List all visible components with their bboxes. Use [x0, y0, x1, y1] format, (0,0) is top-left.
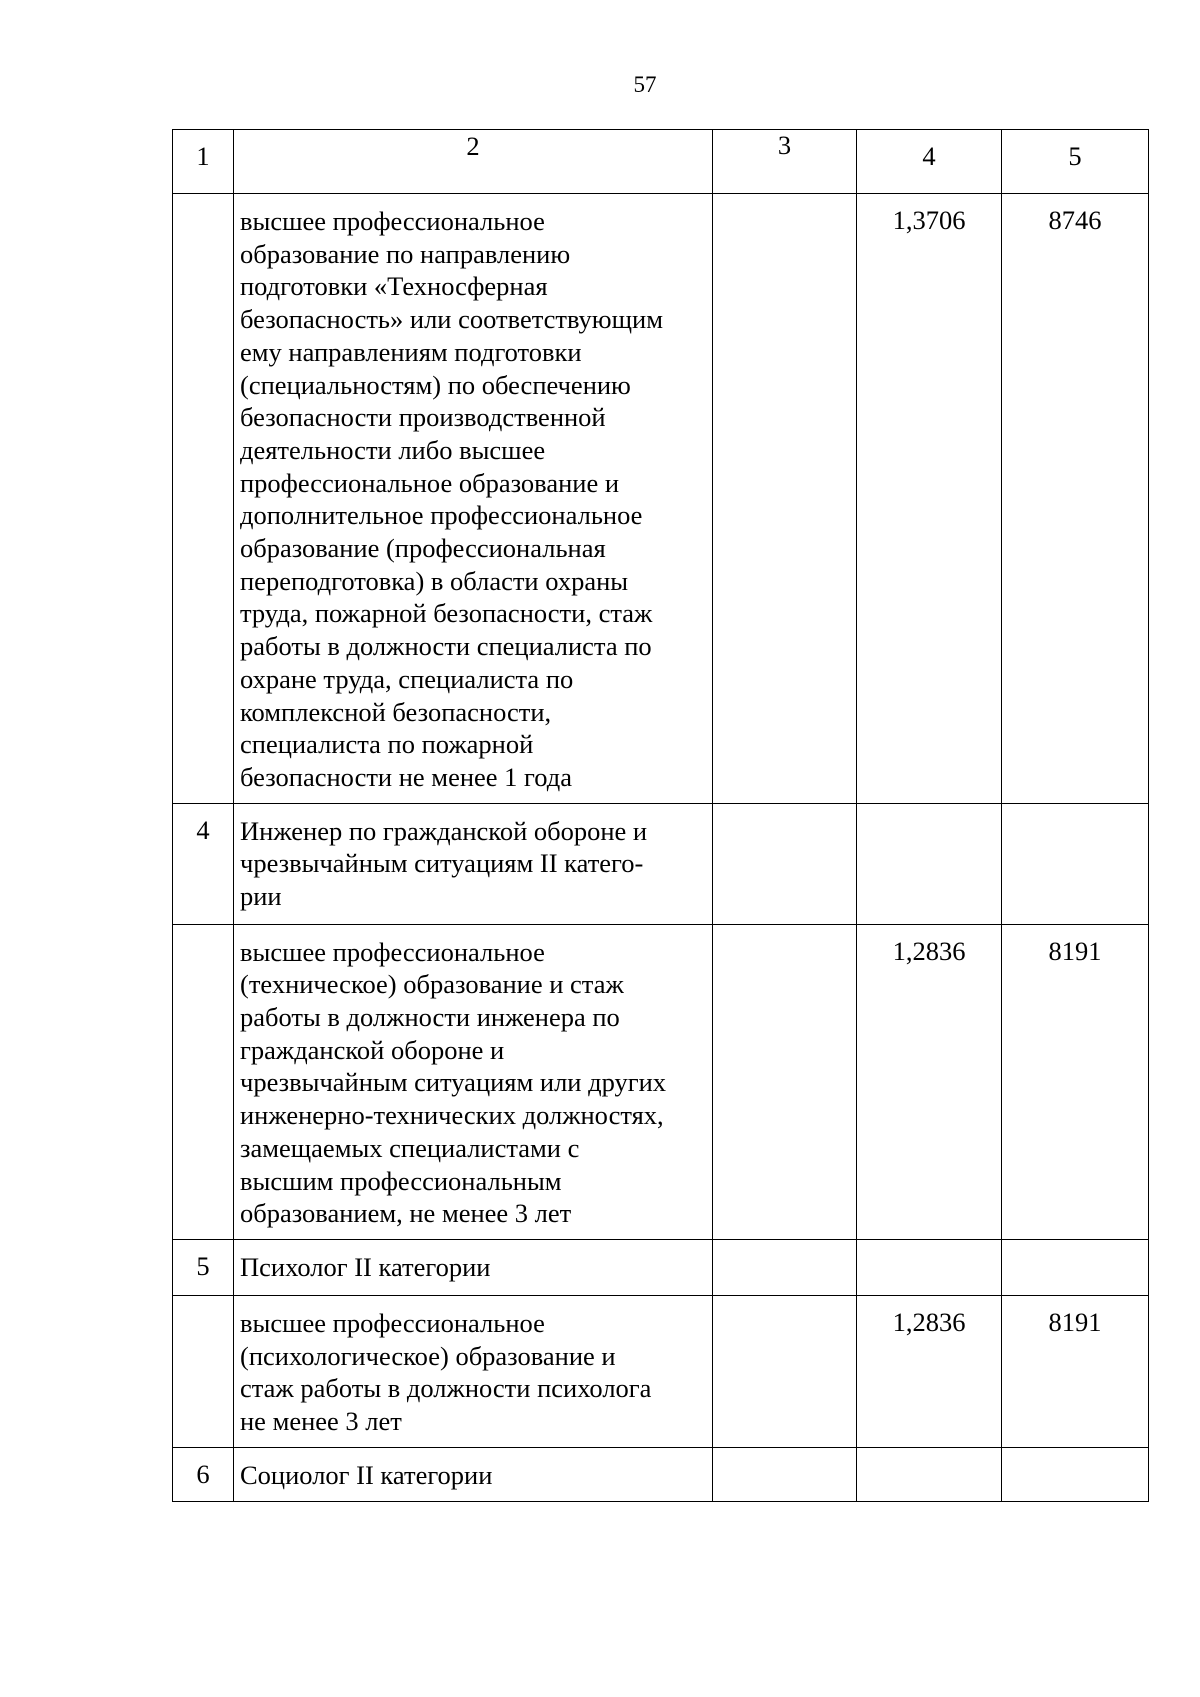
col3-cell	[713, 1447, 857, 1501]
table-row	[173, 803, 1149, 924]
col3-cell	[713, 1239, 857, 1295]
coefficient-cell: 1,3706	[857, 194, 1002, 804]
table-row	[173, 1447, 1149, 1501]
coefficient-cell: 1,2836	[857, 924, 1002, 1239]
row-number	[173, 194, 234, 804]
row-number: 4	[173, 803, 234, 924]
table-row	[173, 194, 1149, 804]
table-row	[173, 1295, 1149, 1447]
requirement-text: высшее профессиональное образование по направлению подготовки «Техносферная безопасность» или соответствующим ему направлениям подготовки (специальностям) по обеспечению безопасности производственной деятельности либо высшее профессиональное образование и дополнительное профессиональное образование (профессиональная переподготовка) в области охраны труда, пожарной безопасности, стаж работы в должности специалиста по охране труда, специалиста по комплексной безопасности, специалиста по пожарной безопасности не менее 1 года	[234, 194, 713, 804]
row-number	[173, 1295, 234, 1447]
salary-cell	[1002, 1239, 1149, 1295]
page-number: 57	[633, 72, 657, 97]
table-row	[173, 1239, 1149, 1295]
position-title: Психолог II категории	[234, 1239, 713, 1295]
col3-cell	[713, 1295, 857, 1447]
row-number	[173, 924, 234, 1239]
requirement-text: высшее профессиональное (психологическое) образование и стаж работы в должности психолога не менее 3 лет	[234, 1295, 713, 1447]
position-title: Инженер по гражданской обороне и чрезвычайным ситуациям II катего- рии	[234, 803, 713, 924]
salary-cell	[1002, 1447, 1149, 1501]
qualification-table	[172, 129, 1149, 1502]
coefficient-cell	[857, 803, 1002, 924]
salary-cell	[1002, 803, 1149, 924]
column-header-3: 3	[713, 130, 857, 194]
row-number: 5	[173, 1239, 234, 1295]
column-header-4: 4	[857, 130, 1002, 194]
row-number: 6	[173, 1447, 234, 1501]
salary-cell: 8191	[1002, 1295, 1149, 1447]
column-header-2: 2	[234, 130, 713, 194]
column-header-5: 5	[1002, 130, 1149, 194]
position-title: Социолог II категории	[234, 1447, 713, 1501]
col3-cell	[713, 194, 857, 804]
table-row	[173, 924, 1149, 1239]
salary-cell: 8746	[1002, 194, 1149, 804]
requirement-text: высшее профессиональное (техническое) образование и стаж работы в должности инженера по гражданской обороне и чрезвычайным ситуациям или других инженерно-технических должностях, замещаемых специалистами с высшим профессиональным образованием, не менее 3 лет	[234, 924, 713, 1239]
coefficient-cell: 1,2836	[857, 1295, 1002, 1447]
column-header-1: 1	[173, 130, 234, 194]
col3-cell	[713, 924, 857, 1239]
salary-cell: 8191	[1002, 924, 1149, 1239]
coefficient-cell	[857, 1447, 1002, 1501]
table-header-row	[173, 130, 1149, 194]
col3-cell	[713, 803, 857, 924]
coefficient-cell	[857, 1239, 1002, 1295]
